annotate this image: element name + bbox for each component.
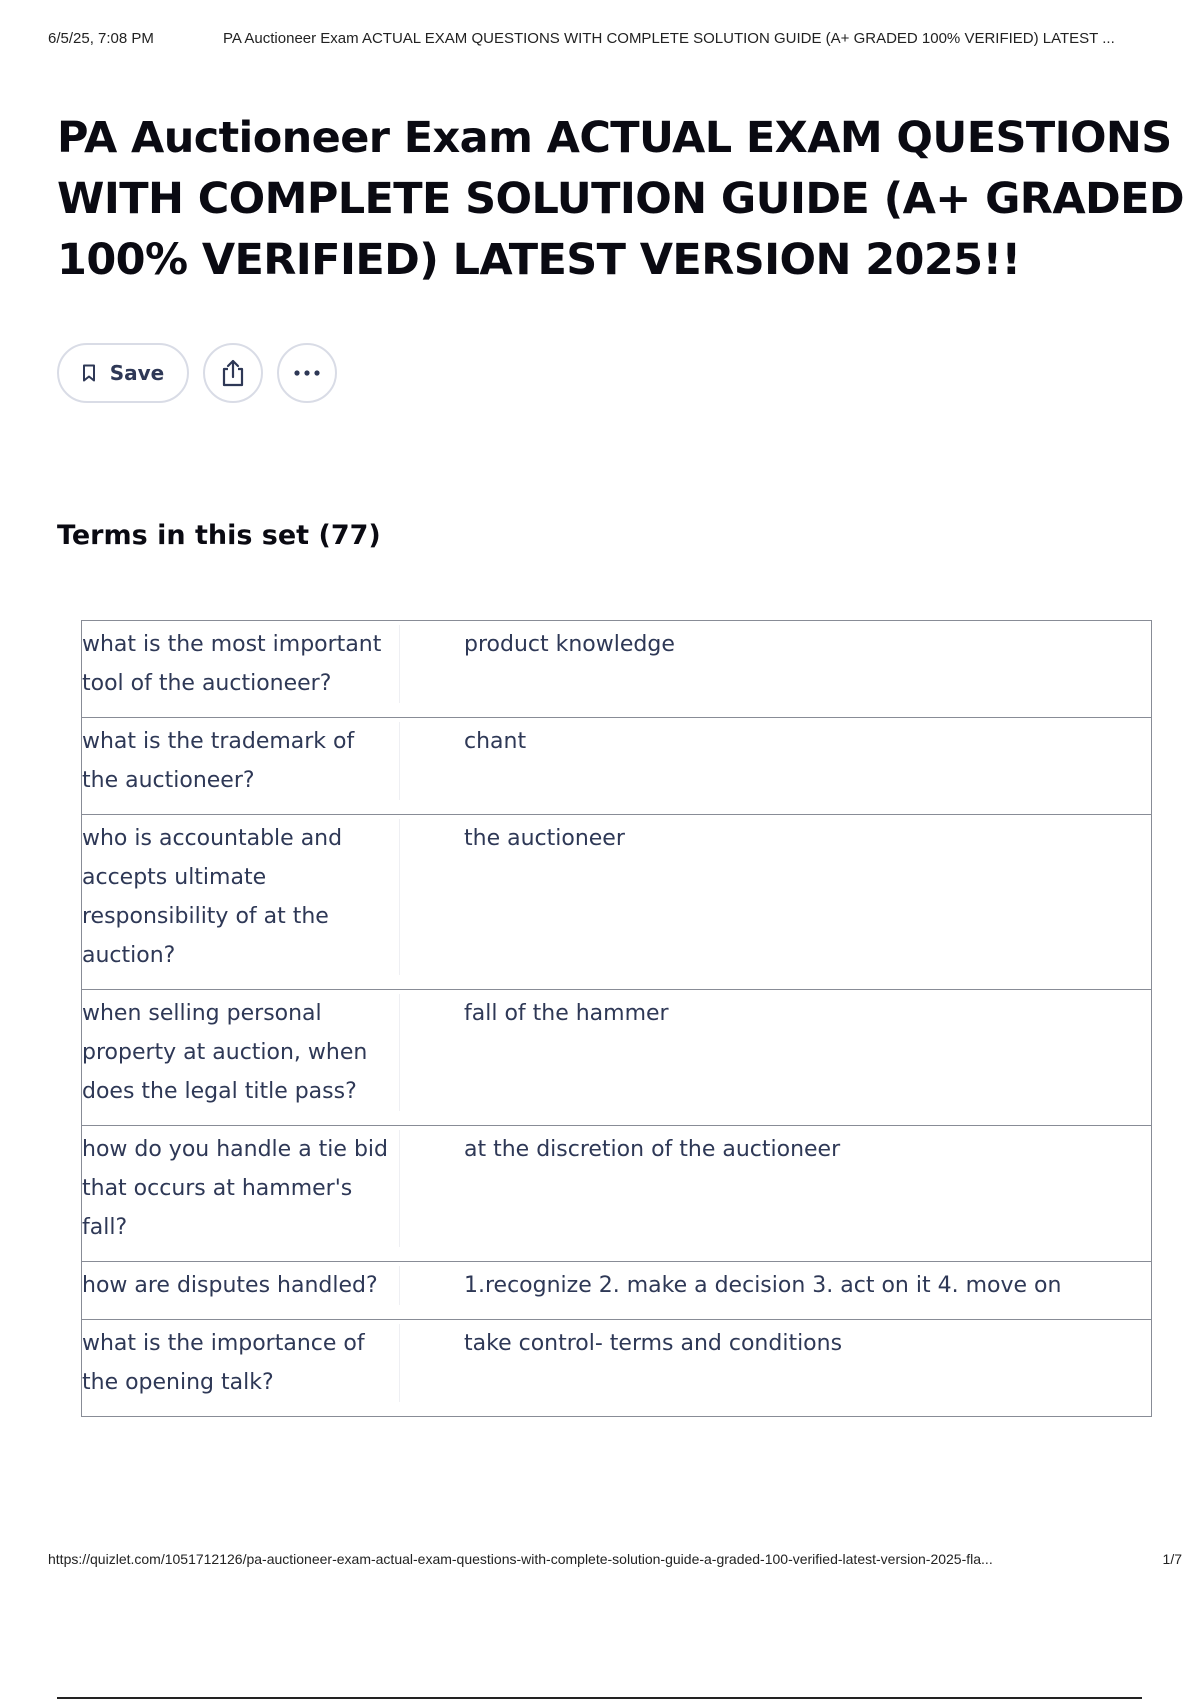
term-cell (82, 1262, 417, 1320)
table-row (82, 815, 1152, 990)
definition-cell: at the discretion of the auctioneer (416, 1126, 1152, 1262)
share-icon (220, 359, 246, 387)
print-footer (48, 1551, 1188, 1567)
table-row (82, 718, 1152, 815)
print-date: 6/5/25, 7:08 PM (48, 30, 154, 47)
table-row (82, 1320, 1152, 1417)
terms-heading: Terms in this set (77) (57, 520, 381, 551)
definition-cell: product knowledge (416, 621, 1152, 718)
term-text: what is the most important tool of the auctioneer? (82, 625, 400, 703)
page-url[interactable]: https://quizlet.com/1051712126/pa-auctioneer-exam-actual-exam-questions-with-complete-solution-guide-a-graded-100-verified-latest-version-2025-fla... (48, 1551, 993, 1567)
definition-cell: the auctioneer (416, 815, 1152, 990)
definition-cell: take control- terms and conditions (416, 1320, 1152, 1417)
share-button[interactable] (203, 343, 263, 403)
term-text: what is the importance of the opening talk? (82, 1324, 400, 1402)
term-text: what is the trademark of the auctioneer? (82, 722, 400, 800)
print-header (48, 30, 1188, 47)
save-button-label: Save (109, 361, 165, 385)
term-cell (82, 815, 417, 990)
print-doc-title: PA Auctioneer Exam ACTUAL EXAM QUESTIONS WITH COMPLETE SOLUTION GUIDE (A+ GRADED 100% VERIFIED) LATEST ... (223, 30, 1115, 47)
term-text: who is accountable and accepts ultimate responsibility of at the auction? (82, 819, 400, 975)
definition-cell: 1.recognize 2. make a decision 3. act on it 4. move on (416, 1262, 1152, 1320)
table-row (82, 621, 1152, 718)
definition-cell: chant (416, 718, 1152, 815)
term-text: how are disputes handled? (82, 1266, 400, 1305)
table-row (82, 990, 1152, 1126)
term-text: when selling personal property at auction, when does the legal title pass? (82, 994, 400, 1111)
page-title: PA Auctioneer Exam ACTUAL EXAM QUESTIONS WITH COMPLETE SOLUTION GUIDE (A+ GRADED 100% VERIFIED) LATEST VERSION 2025!! (57, 113, 1184, 285)
table-row (82, 1262, 1152, 1320)
terms-table (81, 620, 1152, 1417)
save-button[interactable] (57, 343, 189, 403)
term-cell (82, 990, 417, 1126)
term-cell (82, 1126, 417, 1262)
definition-cell: fall of the hammer (416, 990, 1152, 1126)
term-cell (82, 1320, 417, 1417)
table-row (82, 1126, 1152, 1262)
more-options-button[interactable] (277, 343, 337, 403)
page-number: 1/7 (1162, 1551, 1182, 1567)
term-cell (82, 621, 417, 718)
term-text: how do you handle a tie bid that occurs at hammer's fall? (82, 1130, 400, 1247)
divider (57, 1697, 1142, 1699)
more-horizontal-icon (293, 369, 321, 377)
action-bar (57, 343, 337, 403)
term-cell (82, 718, 417, 815)
bookmark-icon (82, 364, 96, 382)
